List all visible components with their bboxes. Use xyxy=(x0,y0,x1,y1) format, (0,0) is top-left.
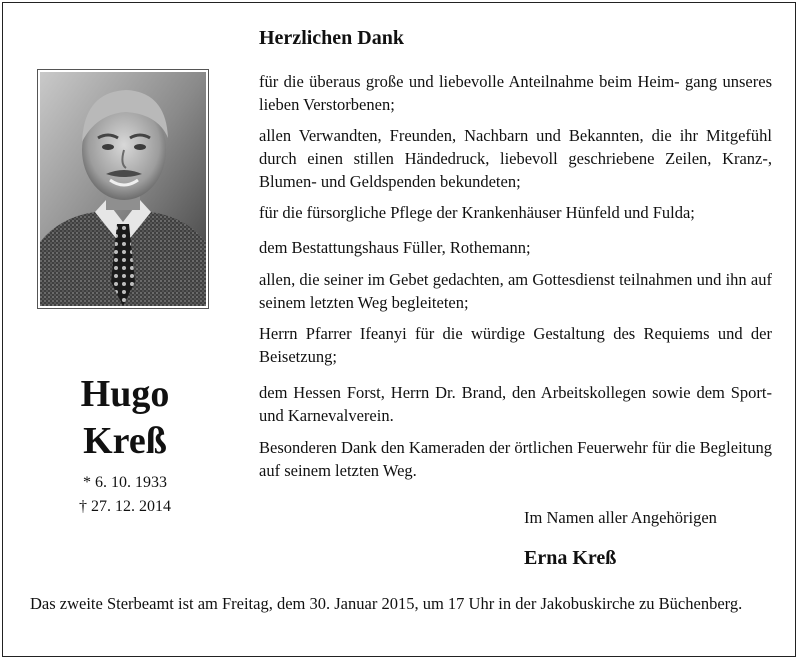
thanks-paragraph: dem Bestattungshaus Füller, Rothemann; xyxy=(259,238,531,257)
thanks-paragraph: für die fürsorgliche Pflege der Krankenhäuser Hünfeld und Fulda; xyxy=(259,203,695,222)
portrait-image xyxy=(40,72,206,306)
signer-name: Erna Kreß xyxy=(524,547,617,569)
death-date: † 27. 12. 2014 xyxy=(79,498,171,515)
deceased-first-name: Hugo xyxy=(80,373,170,415)
thanks-paragraph: dem Hessen Forst, Herrn Dr. Brand, den Arbeitskollegen sowie dem Sport- und Karnevalverein. xyxy=(259,383,772,425)
deceased-last-name: Kreß xyxy=(83,420,167,462)
portrait-photo xyxy=(37,69,209,309)
service-announcement: Das zweite Sterbeamt ist am Freitag, dem 30. Januar 2015, um 17 Uhr in der Jakobuskirche zu Büchenberg. xyxy=(30,594,743,613)
thanks-paragraph: Herrn Pfarrer Ifeanyi für die würdige Gestaltung des Requiems und der Beisetzung; xyxy=(259,324,772,366)
birth-date: * 6. 10. 1933 xyxy=(83,474,167,491)
notice-heading: Herzlichen Dank xyxy=(259,27,404,49)
thanks-paragraph: allen, die seiner im Gebet gedachten, am Gottesdienst teilnahmen und ihn auf seinem letzten Weg begleiteten; xyxy=(259,270,772,312)
thanks-paragraph: Besonderen Dank den Kameraden der örtlichen Feuerwehr für die Begleitung auf seinem letzten Weg. xyxy=(259,438,772,480)
thanks-paragraph: für die überaus große und liebevolle Anteilnahme beim Heim- gang unseres lieben Verstorbenen; xyxy=(259,72,772,114)
thanks-paragraph: allen Verwandten, Freunden, Nachbarn und Bekannten, die ihr Mitgefühl durch einen stillen Händedruck, liebevoll geschriebene Zeilen, Kranz-, Blumen- und Geldspenden bekundeten; xyxy=(259,126,772,191)
signoff-text: Im Namen aller Angehörigen xyxy=(524,508,717,527)
